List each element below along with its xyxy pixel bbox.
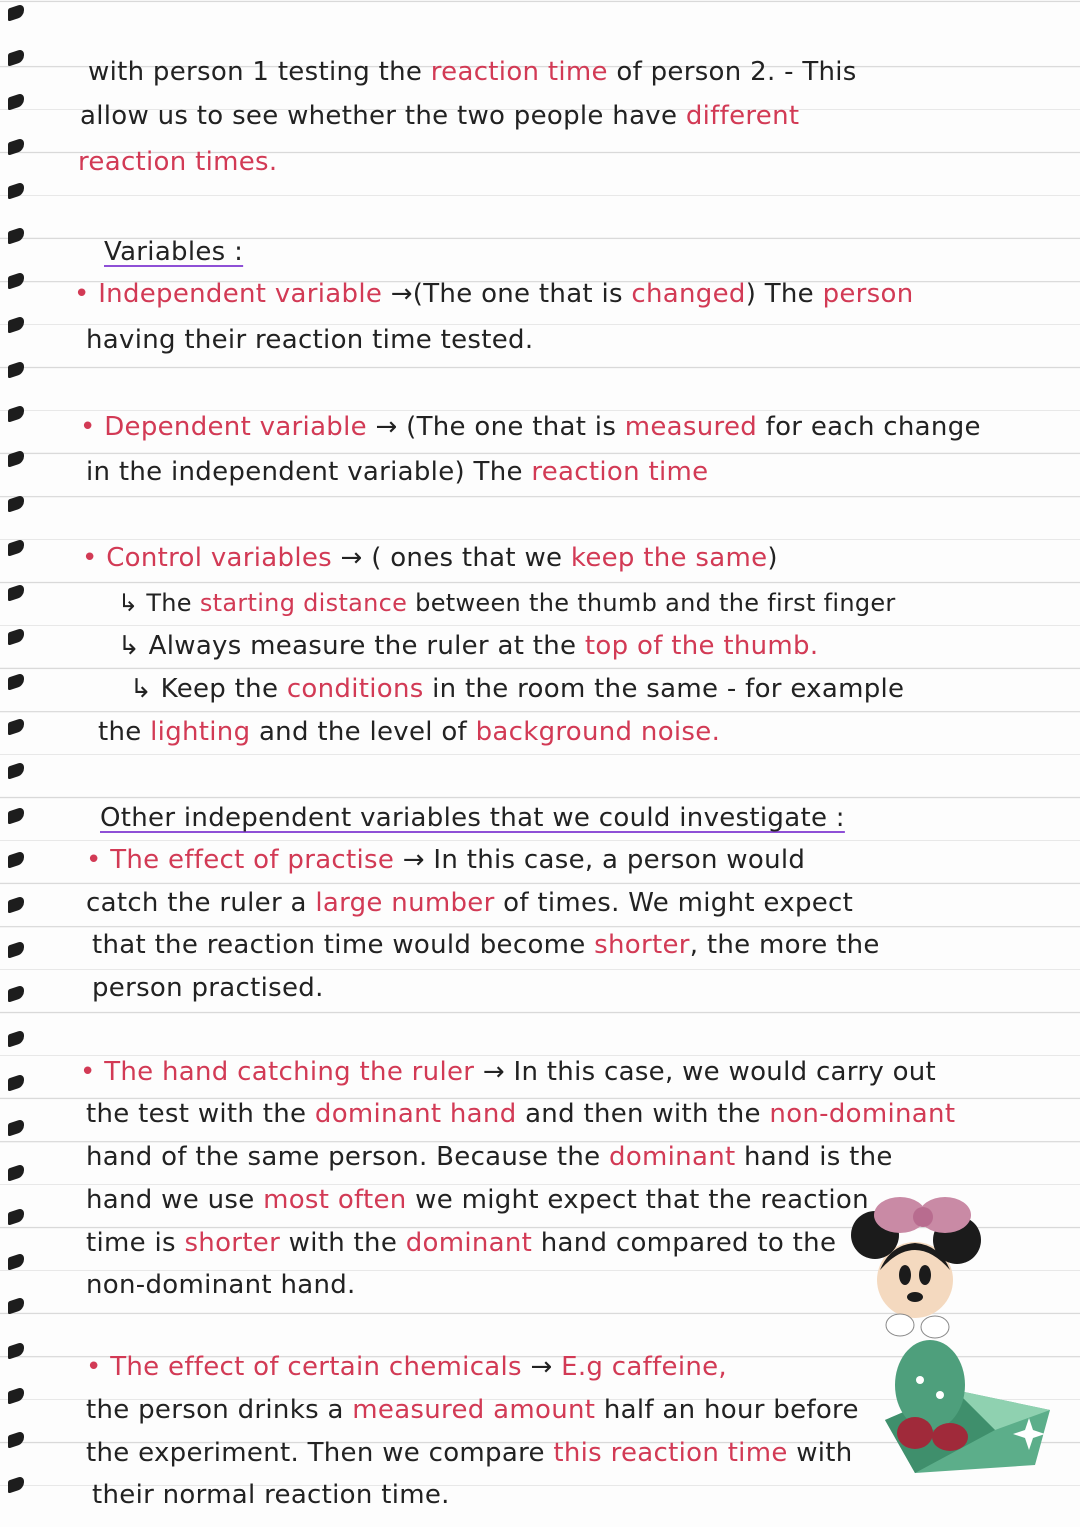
control-item	[130, 674, 904, 704]
text: their normal reaction time.	[92, 1480, 450, 1510]
text: we might expect that the reaction	[406, 1185, 869, 1215]
binding-ring	[8, 985, 24, 1003]
term-text: • The effect of practise	[86, 845, 395, 875]
binding-ring	[8, 360, 24, 378]
text: →(The one that is	[382, 279, 632, 309]
binding-ring	[8, 226, 24, 244]
text: having their reaction time tested.	[86, 325, 534, 355]
binding-ring	[8, 672, 24, 690]
glove	[886, 1314, 914, 1336]
highlight-text: reaction times.	[78, 147, 278, 177]
binding-ring	[8, 762, 24, 780]
binding-ring	[8, 806, 24, 824]
text: and the level of	[250, 717, 476, 747]
control-item	[118, 631, 818, 661]
text: → In this case, we would carry out	[474, 1057, 937, 1087]
shoe	[932, 1423, 968, 1451]
text-line	[92, 1480, 450, 1510]
binding-ring	[8, 895, 24, 913]
binding-ring	[8, 1431, 24, 1449]
binding-ring	[8, 3, 24, 21]
binding-ring	[8, 628, 24, 646]
text: allow us to see whether the two people have	[80, 101, 686, 131]
glove	[921, 1316, 949, 1338]
binding-ring	[8, 93, 24, 111]
text: hand we use	[86, 1185, 264, 1215]
text-line	[92, 973, 324, 1003]
text-line	[86, 888, 853, 918]
text: → In this case, a person would	[394, 845, 806, 875]
text: the experiment. Then we compare	[86, 1438, 554, 1468]
binding-ring	[8, 851, 24, 869]
text: and then with the	[516, 1099, 770, 1129]
eye	[899, 1265, 911, 1285]
text: → ( ones that we	[331, 543, 571, 573]
text: with person 1 testing the	[88, 57, 431, 87]
eye	[919, 1265, 931, 1285]
text-line	[92, 930, 880, 960]
text: person practised.	[92, 973, 324, 1003]
text-line	[86, 1395, 859, 1425]
text: hand of the same person. Because the	[86, 1142, 610, 1172]
binding-ring	[8, 1341, 24, 1359]
highlight-text: E.g caffeine,	[561, 1352, 727, 1382]
control-item	[118, 588, 896, 618]
text: catch the ruler a	[86, 888, 316, 918]
text: → (The one that is	[366, 412, 625, 442]
term-text: • The effect of certain chemicals	[86, 1352, 522, 1382]
text-line	[98, 717, 720, 747]
term-text: • The hand catching the ruler	[80, 1057, 475, 1087]
binding-ring	[8, 539, 24, 557]
highlight-text: changed	[631, 279, 746, 309]
text-line	[86, 1438, 853, 1468]
binding-ring	[8, 1074, 24, 1092]
text-line	[86, 1099, 955, 1129]
highlight-text: dominant	[405, 1228, 533, 1258]
text: with	[787, 1438, 853, 1468]
text: half an hour before	[595, 1395, 859, 1425]
dress-dot	[916, 1376, 924, 1384]
highlight-text: most often	[263, 1185, 407, 1215]
binding-ring	[8, 1118, 24, 1136]
text: the test with the	[86, 1099, 315, 1129]
text: of times. We might expect	[494, 888, 854, 918]
highlight-text: keep the same	[570, 543, 768, 573]
highlight-text: conditions	[286, 674, 424, 704]
dress	[895, 1340, 965, 1430]
binding-ring	[8, 494, 24, 512]
independent-variable-line	[74, 279, 913, 309]
binding-ring	[8, 1297, 24, 1315]
binding-ring	[8, 1163, 24, 1181]
binding-ring	[8, 1386, 24, 1404]
binding-ring	[8, 137, 24, 155]
shoe	[897, 1417, 933, 1449]
control-variables-line	[82, 543, 778, 573]
text-line	[78, 147, 277, 177]
cartoon-mouse-sticker	[845, 1175, 1060, 1475]
binding-ring	[8, 583, 24, 601]
text: ) The	[745, 279, 823, 309]
highlight-text: background noise.	[475, 717, 721, 747]
highlight-text: different	[685, 101, 800, 131]
text-line	[86, 1270, 356, 1300]
text: ↳ The	[118, 589, 200, 617]
heading-text: Variables :	[104, 237, 244, 267]
binding-ring	[8, 1029, 24, 1047]
term-text: • Dependent variable	[80, 412, 367, 442]
highlight-text: shorter	[594, 930, 690, 960]
hand-line	[80, 1057, 936, 1087]
text-line	[86, 1142, 893, 1172]
highlight-text: measured amount	[352, 1395, 596, 1425]
text: for each change	[757, 412, 981, 442]
binding-ring	[8, 48, 24, 66]
binding-ring	[8, 316, 24, 334]
heading-text: Other independent variables that we could investigate :	[100, 803, 845, 833]
binding-ring	[8, 1208, 24, 1226]
highlight-text: large number	[315, 888, 495, 918]
term-text: • Independent variable	[74, 279, 383, 309]
text: the	[98, 717, 151, 747]
highlight-text: shorter	[184, 1228, 281, 1258]
text: in the independent variable) The	[86, 457, 532, 487]
practise-line	[86, 845, 805, 875]
highlight-text: non-dominant	[769, 1099, 956, 1129]
highlight-text: dominant hand	[314, 1099, 517, 1129]
binding-ring	[8, 1475, 24, 1493]
text: →	[521, 1352, 562, 1382]
highlight-text: top of the thumb.	[584, 631, 819, 661]
text-line	[86, 1185, 869, 1215]
bow-knot	[913, 1207, 933, 1227]
text: hand compared to the	[532, 1228, 837, 1258]
text: ↳ Always measure the ruler at the	[118, 631, 585, 661]
binding-ring	[8, 1252, 24, 1270]
spiral-binding	[0, 0, 34, 1527]
text-line	[88, 57, 857, 87]
highlight-text: dominant	[609, 1142, 736, 1172]
binding-ring	[8, 940, 24, 958]
text: , the more the	[689, 930, 880, 960]
text: with the	[280, 1228, 406, 1258]
highlight-text: reaction time	[430, 57, 608, 87]
binding-ring	[8, 717, 24, 735]
binding-ring	[8, 182, 24, 200]
text: of person 2. - This	[607, 57, 857, 87]
text: in the room the same - for example	[423, 674, 905, 704]
text: time is	[86, 1228, 185, 1258]
text: ↳ Keep the	[130, 674, 287, 704]
text: the person drinks a	[86, 1395, 353, 1425]
highlight-text: reaction time	[531, 457, 709, 487]
highlight-text: this reaction time	[553, 1438, 788, 1468]
variables-heading	[104, 237, 243, 267]
text-line	[80, 101, 799, 131]
highlight-text: starting distance	[199, 589, 408, 617]
highlight-text: person	[822, 279, 914, 309]
binding-ring	[8, 405, 24, 423]
text: that the reaction time would become	[92, 930, 595, 960]
binding-ring	[8, 449, 24, 467]
text-line	[86, 457, 708, 487]
nose	[907, 1292, 923, 1302]
other-variables-heading	[100, 803, 845, 833]
text: )	[767, 543, 778, 573]
text-line	[86, 325, 533, 355]
highlight-text: measured	[624, 412, 758, 442]
dependent-variable-line	[80, 412, 981, 442]
text: non-dominant hand.	[86, 1270, 356, 1300]
chemicals-line	[86, 1352, 727, 1382]
binding-ring	[8, 271, 24, 289]
term-text: • Control variables	[82, 543, 332, 573]
text: hand is the	[735, 1142, 893, 1172]
text: between the thumb and the first finger	[407, 589, 896, 617]
dress-dot	[936, 1391, 944, 1399]
text-line	[86, 1228, 836, 1258]
highlight-text: lighting	[150, 717, 251, 747]
